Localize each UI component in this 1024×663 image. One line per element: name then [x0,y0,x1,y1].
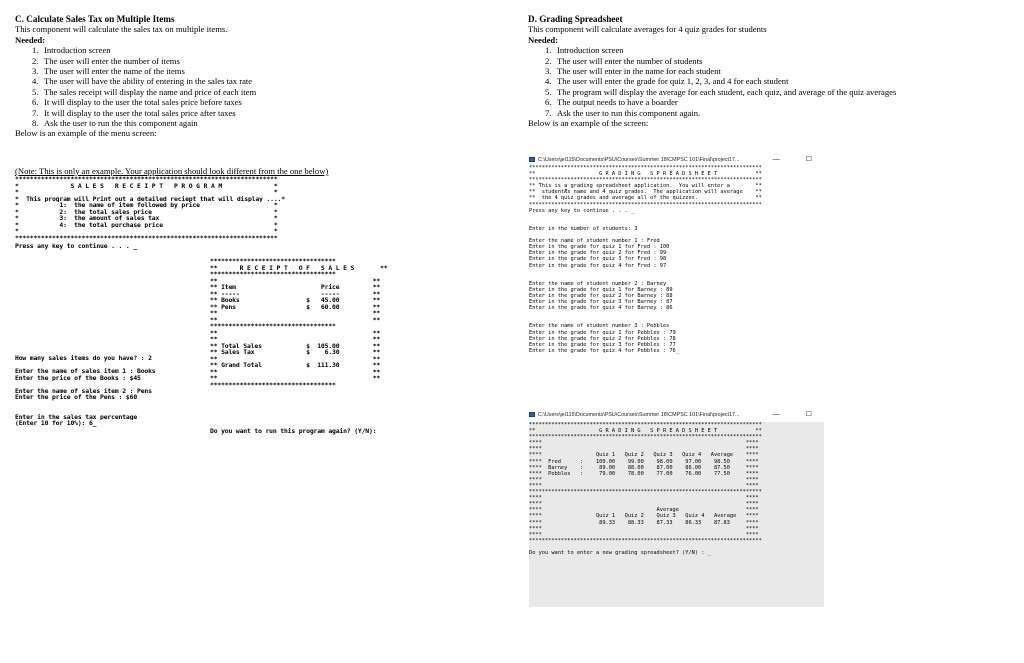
needs-item-text: The user will enter the number of items [44,55,180,66]
grading-results-line: ** G R A D I N G S P R E A D S H E E T ** [529,428,762,435]
grading-results-line: ************************************************************************* [529,422,762,428]
grading-example-line: Below is an example of the screen: [528,118,649,129]
needs-item [32,45,495,55]
grading-input-line: Enter in the grade for quiz 2 for Barney : 88 [529,292,673,299]
sales-tax-needed-label: Needed: [15,34,46,45]
needs-item-number: 3. [32,66,39,77]
grading-input-line: Enter in the grade for quiz 1 for Fred : 100 [529,244,670,251]
needs-item-number: 4. [545,76,552,87]
receipt-console-line: ********************************** [210,271,336,278]
grading-input-line: Enter in the grade for quiz 4 for Pebbles : 76_ [529,347,679,354]
console-app-icon [529,412,535,417]
grading-results-line: **** **** [529,525,759,532]
prompt-console-line: Enter the name of sales item 1 : Books [15,368,156,375]
sales-tax-intro: This component will calculate the sales tax on multiple items. [15,24,228,35]
needs-item-number: 2. [32,55,39,66]
receipt-console-line: ** ** [210,329,381,336]
sales-tax-example-line: Below is an example of the menu screen: [15,128,157,139]
needs-item-number: 5. [32,86,39,97]
receipt-console-line: ** Grand Total $ 111.30 ** [210,362,381,369]
grading-input-line: Enter in the grade for quiz 1 for Pebbles : 79 [529,329,676,336]
prompt-console-line: Enter in the sales tax percentage [15,413,138,420]
menu-console-line: *********************************************************************** [15,234,278,241]
receipt-console-line: ** Item Price ** [210,284,381,291]
needs-item-text: The user will enter the grade for quiz 1, 2, 3, and 4 for each student [557,76,789,87]
grading-results-line: **** **** [529,495,759,502]
sales-tax-title: C. Calculate Sales Tax on Multiple Items [15,14,175,24]
grading-results-line: **** **** [529,531,759,538]
receipt-console-line: ** ** [210,368,381,375]
needs-item-text: Ask the user to run this component again. [557,107,701,118]
grading-input-line: Enter in the grade for quiz 3 for Barney : 87 [529,299,673,306]
needs-item-number: 6. [32,97,39,108]
grading-input-line: Enter the name of student number 2 : Barney [529,280,667,287]
prompt-console-line: Enter the name of sales item 2 : Pens [15,387,152,394]
grading-results-line: **** **** [529,476,759,483]
receipt-console-line: ** ** [210,336,381,343]
receipt-console-line: ** Total Sales $ 105.00 ** [210,342,381,349]
needs-item-number: 8. [32,118,39,129]
grading-needed-label: Needed: [528,34,559,45]
needs-item-text: The program will display the average for each student, each quiz, and average of the quiz averages [557,86,897,97]
sales-receipt-console [210,258,406,416]
menu-console-line: * 3: the amount of sales tax * [15,215,278,222]
grading-input-line: ************************************************************************* [529,201,762,208]
grading-input-line: Enter in the grade for quiz 4 for Barney : 86 [529,305,673,312]
receipt-console-line: ********************************** [210,258,336,265]
receipt-console-line: ********************************** [210,381,336,388]
needs-item [545,45,998,55]
grading-results-line: Do you want to enter a new grading spreadsheet? (Y/N) : _ [529,549,711,556]
grading-results-console [529,422,824,607]
needs-item [545,56,998,66]
receipt-console-line: ** Pens $ 60.00 ** [210,303,381,310]
grading-results-line: **** **** [529,446,759,453]
grading-results-line: **** Average **** [529,507,759,514]
menu-console-line: * * [15,228,278,235]
grading-input-line: ** This is a grading spreadsheet application. You will enter a ** [529,183,762,190]
prompt-console-line: (Enter 10 for 10%): 6_ [15,420,97,427]
console-app-icon [529,157,535,162]
grading-input-line: ************************************************************************* [529,177,762,184]
grading-input-line: Enter in the number of students: 3 [529,225,638,232]
needs-item [32,97,495,107]
grading-input-line: Enter in the grade for quiz 4 for Fred : 97 [529,262,667,269]
sales-tax-section [15,14,495,139]
grading-input-line: ** G R A D I N G S P R E A D S H E E T ** [529,171,762,178]
console-window-titlebar-1[interactable] [529,155,824,165]
grading-intro: This component will calculate averages for 4 quiz grades for students [528,24,767,35]
needs-item-text: Introduction screen [557,45,624,56]
needs-item [32,66,495,76]
receipt-console-line: ** ** [210,316,381,323]
console-window-titlebar-2[interactable] [529,410,824,420]
grading-results-line: ************************************************************************* [529,434,762,441]
grading-results-line: **** Quiz 1 Quiz 2 Quiz 3 Quiz 4 Average **** [529,513,759,520]
receipt-console-line: ** Sales Tax $ 6.30 ** [210,349,381,356]
sales-tax-needs-list [15,45,495,128]
grading-input-line: ************************************************************************* [529,165,762,171]
needs-item [32,108,495,118]
needs-item-number: 1. [545,45,552,56]
needs-item-text: It will display to the user the total sales price before taxes [44,97,242,108]
menu-console-line: * 1: the name of item followed by price * [15,202,278,209]
grading-input-line: Enter in the grade for quiz 2 for Pebbles : 78 [529,335,676,342]
grading-results-line: **** Quiz 1 Quiz 2 Quiz 3 Quiz 4 Average **** [529,452,759,459]
menu-console-line: * 2: the total sales price * [15,208,278,215]
grading-needs-list [528,45,998,118]
grading-results-line: **** Pebbles : 79.00 78.00 77.00 76.00 77.50 **** [529,470,759,477]
receipt-console-line: ** R E C E I P T O F S A L E S ** [210,264,388,271]
needs-item-number: 7. [545,107,552,118]
menu-screen-console [15,176,407,250]
needs-item-number: 6. [545,97,552,108]
needs-item-number: 2. [545,55,552,66]
needs-item-text: The user will enter the number of students [557,55,703,66]
needs-item-number: 3. [545,66,552,77]
press-key-prompt: Press any key to continue . . . _ [15,242,138,250]
grading-results-line: **** **** [529,501,759,508]
prompt-console-line: Enter the price of the Books : $45 [15,374,141,381]
grading-results-line: **** **** [529,440,759,447]
needs-item [32,87,495,97]
menu-console-line: *********************************************************************** [15,176,278,183]
grading-input-line: Enter the name of student number 1 : Fred [529,238,660,245]
needs-item [32,118,495,128]
needs-item-text: The output needs to have a boarder [557,97,678,108]
grading-input-line: Enter in the grade for quiz 3 for Fred : 98 [529,256,667,263]
needs-item-text: Introduction screen [44,45,111,56]
receipt-console-line: ** ** [210,375,381,382]
grading-input-line: ** the 4 quiz grades and average all of the quizzes. ** [529,195,762,202]
needs-item [545,108,998,118]
receipt-console-line: ** ** [210,355,381,362]
needs-item-text: The user will enter in the name for each student [557,66,721,77]
menu-console-line: * 4: the total purchase price * [15,221,278,228]
sales-input-prompts [15,355,210,427]
needs-item-text: The sales receipt will display the name and price of each item [44,86,257,97]
grading-input-line: Enter in the grade for quiz 2 for Fred : 99 [529,250,667,257]
needs-item [32,76,495,86]
needs-item-text: Ask the user to run the this component again [44,118,198,129]
menu-console-line: * This program will Print out a detailed reciept that will display ....* [15,195,285,202]
needs-item [545,66,998,76]
prompt-console-line: Enter the price of the Pens : $60 [15,394,138,401]
menu-console-line: * * [15,189,278,196]
needs-item [545,76,998,86]
receipt-console-line: ** Books $ 45.00 ** [210,297,381,304]
grading-input-line: ** studentÆs name and 4 quiz grades. The application will average ** [529,189,762,196]
grading-input-console [529,165,824,405]
needs-item [545,87,998,97]
grading-input-line: Enter in the grade for quiz 3 for Pebbles : 77 [529,341,676,348]
needs-item-text: The user will have the ability of entering in the sales tax rate [44,76,253,87]
grading-results-line: **** Barney : 89.00 88.00 87.00 86.00 87.50 **** [529,464,759,471]
grading-results-line: **** Fred : 100.00 99.00 98.00 97.00 98.50 **** [529,458,759,465]
grading-input-line: Enter the name of student number 3 : Pebbles [529,323,670,330]
needs-item [32,56,495,66]
receipt-console-line: ** ** [210,277,381,284]
grading-title: D. Grading Spreadsheet [528,14,623,24]
menu-console-line: * S A L E S R E C E I P T P R O G R A M * [15,182,278,189]
example-note: (Note: This is only an example. Your application should look different from the one below) [15,166,329,176]
console-window-title-1: C:\Users\jel115\Documents\PSU\Courses\Summer 18\CMPSC 101\Final\project17... [538,157,740,163]
receipt-console-line: ** ----- ----- ** [210,290,381,297]
grading-results-line: ************************************************************************* [529,537,762,544]
grading-results-line: **** **** [529,482,759,489]
needs-item-text: The user will enter the name of the items [44,66,185,77]
grading-input-line: Enter in the grade for quiz 1 for Barney : 89 [529,286,673,293]
grading-results-line: **** 89.33 88.33 87.33 86.33 87.83 **** [529,519,759,526]
receipt-console-line: ** ** [210,310,381,317]
grading-input-line: Press any key to continue . . . _ [529,207,635,214]
needs-item [545,97,998,107]
receipt-console-line: ********************************** [210,323,336,330]
needs-item-text: It will display to the user the total sales price after taxes [44,107,236,118]
run-again-prompt: Do you want to run this program again? (Y/N): [210,427,377,435]
needs-item-number: 7. [32,107,39,118]
needs-item-number: 1. [32,45,39,56]
window-controls-2[interactable]: — ☐ [772,411,824,418]
console-window-title-2: C:\Users\jel115\Documents\PSU\Courses\Summer 18\CMPSC 101\Final\project17... [538,412,740,418]
grading-section [528,14,998,128]
needs-item-number: 5. [545,86,552,97]
needs-item-number: 4. [32,76,39,87]
grading-results-line: ************************************************************************* [529,489,762,496]
prompt-console-line: How many sales items do you have? : 2 [15,355,152,362]
window-controls-1[interactable]: — ☐ [772,156,824,163]
